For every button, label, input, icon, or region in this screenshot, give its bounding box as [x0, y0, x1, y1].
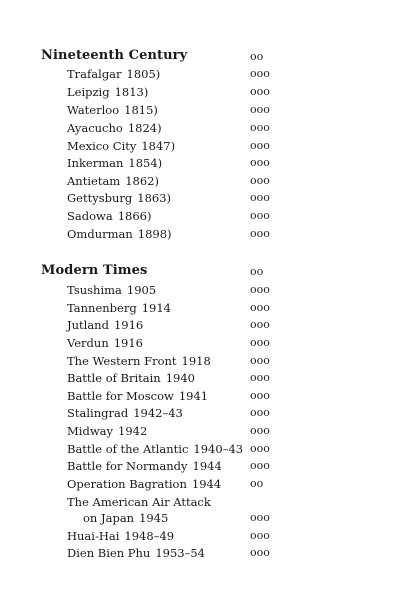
toc-entry — [67, 208, 152, 224]
toc-entry — [67, 190, 171, 206]
entry-name: Waterloo — [67, 103, 120, 117]
entry-page-number: ooo — [250, 546, 270, 559]
entry-page-number: ooo — [250, 511, 270, 524]
entry-year: 1944 — [192, 459, 222, 473]
entry-year: 1905 — [126, 283, 157, 297]
section-title-modern-times: Modern Times — [41, 263, 148, 278]
toc-entry — [67, 282, 156, 298]
entry-name: Antietam — [67, 174, 121, 188]
entry-page-number: ooo — [250, 442, 270, 455]
entry-page-number: ooo — [250, 174, 270, 187]
entry-year: 1941 — [178, 389, 209, 403]
section-title-nineteenth-century: Nineteenth Century — [41, 48, 188, 63]
toc-entry — [67, 405, 183, 421]
entry-name: Huai-Hai — [67, 529, 120, 543]
toc-entry — [67, 300, 171, 316]
entry-name: Gettysburg — [67, 191, 133, 205]
entry-page-number: ooo — [250, 406, 270, 419]
entry-year: 1862) — [125, 174, 159, 188]
entry-name: Jutland — [67, 318, 109, 332]
entry-name: The American Air Attack — [67, 495, 211, 509]
toc-entry — [67, 84, 148, 100]
entry-name: Omdurman — [67, 227, 133, 241]
toc-entry — [67, 102, 158, 118]
entry-name: Stalingrad — [67, 406, 129, 420]
entry-year: 1940–43 — [193, 442, 244, 456]
entry-name: Battle for Normandy — [67, 459, 188, 473]
entry-page-number: ooo — [250, 336, 270, 349]
entry-name: Mexico City — [67, 139, 137, 153]
entry-page-number: ooo — [250, 191, 270, 204]
entry-page-number: ooo — [250, 424, 270, 437]
entry-name: Sadowa — [67, 209, 113, 223]
entry-page-number: ooo — [250, 283, 270, 296]
toc-entry — [67, 66, 160, 82]
toc-entry — [67, 458, 222, 474]
entry-name: Tannenberg — [67, 301, 137, 315]
entry-name: Tsushima — [67, 283, 122, 297]
entry-year: 1916 — [113, 336, 144, 350]
entry-year: 1813) — [114, 85, 149, 99]
toc-entry — [67, 155, 162, 171]
section-page-number: oo — [250, 265, 264, 278]
toc-entry — [67, 441, 243, 457]
entry-year: 1854) — [128, 156, 163, 170]
toc-entry — [67, 476, 221, 492]
entry-year: 1815) — [124, 103, 158, 117]
entry-page-number: ooo — [250, 156, 270, 169]
entry-year: 1942–43 — [133, 406, 183, 420]
entry-year: 1942 — [118, 424, 148, 438]
entry-page-number: ooo — [250, 103, 270, 116]
entry-name: Battle of Britain — [67, 371, 161, 385]
entry-page-number: ooo — [250, 227, 270, 240]
entry-year: 1948–49 — [124, 529, 175, 543]
toc-entry — [67, 370, 195, 386]
entry-name: Battle for Moscow — [67, 389, 174, 403]
entry-page-number: ooo — [250, 459, 270, 472]
section-page-number: oo — [250, 50, 264, 63]
entry-page-number: ooo — [250, 529, 270, 542]
entry-year: 1945 — [139, 511, 169, 525]
toc-entry — [67, 138, 175, 154]
entry-year: 1847) — [141, 139, 176, 153]
toc-entry — [67, 120, 162, 136]
entry-page-number: ooo — [250, 139, 270, 152]
entry-name: Ayacucho — [67, 121, 123, 135]
toc-entry — [67, 423, 147, 439]
toc-entry — [67, 494, 211, 526]
entry-year: 1824) — [127, 121, 162, 135]
toc-entry — [67, 388, 208, 404]
entry-page-number: ooo — [250, 389, 270, 402]
entry-page-number: ooo — [250, 301, 270, 314]
entry-page-number: ooo — [250, 85, 270, 98]
toc-entry — [67, 226, 172, 242]
entry-page-number: ooo — [250, 318, 270, 331]
entry-year: 1916 — [113, 318, 144, 332]
entry-page-number: ooo — [250, 121, 270, 134]
toc-entry — [67, 317, 143, 333]
entry-year: 1898) — [137, 227, 172, 241]
entry-year: 1944 — [191, 477, 222, 491]
entry-name: Leipzig — [67, 85, 110, 99]
entry-year: 1940 — [165, 371, 195, 385]
entry-name-continuation: on Japan — [83, 511, 135, 525]
entry-page-number: ooo — [250, 67, 270, 80]
entry-page-number: ooo — [250, 354, 270, 367]
entry-name: Trafalgar — [67, 67, 122, 81]
entry-page-number: ooo — [250, 209, 270, 222]
entry-year: 1863) — [137, 191, 172, 205]
entry-year: 1918 — [181, 354, 211, 368]
entry-name: Dien Bien Phu — [67, 546, 151, 560]
entry-year: 1805) — [126, 67, 161, 81]
entry-year: 1953–54 — [155, 546, 205, 560]
entry-page-number: ooo — [250, 371, 270, 384]
entry-name: Verdun — [67, 336, 109, 350]
entry-name: Operation Bagration — [67, 477, 187, 491]
toc-entry — [67, 353, 211, 369]
toc-entry — [67, 545, 205, 561]
entry-year: 1866) — [117, 209, 152, 223]
entry-name: The Western Front — [67, 354, 177, 368]
toc-entry — [67, 528, 174, 544]
entry-year: 1914 — [141, 301, 171, 315]
entry-page-number: oo — [250, 477, 264, 490]
entry-name: Inkerman — [67, 156, 124, 170]
toc-entry — [67, 173, 159, 189]
entry-name: Battle of the Atlantic — [67, 442, 189, 456]
entry-name: Midway — [67, 424, 114, 438]
toc-entry — [67, 335, 143, 351]
